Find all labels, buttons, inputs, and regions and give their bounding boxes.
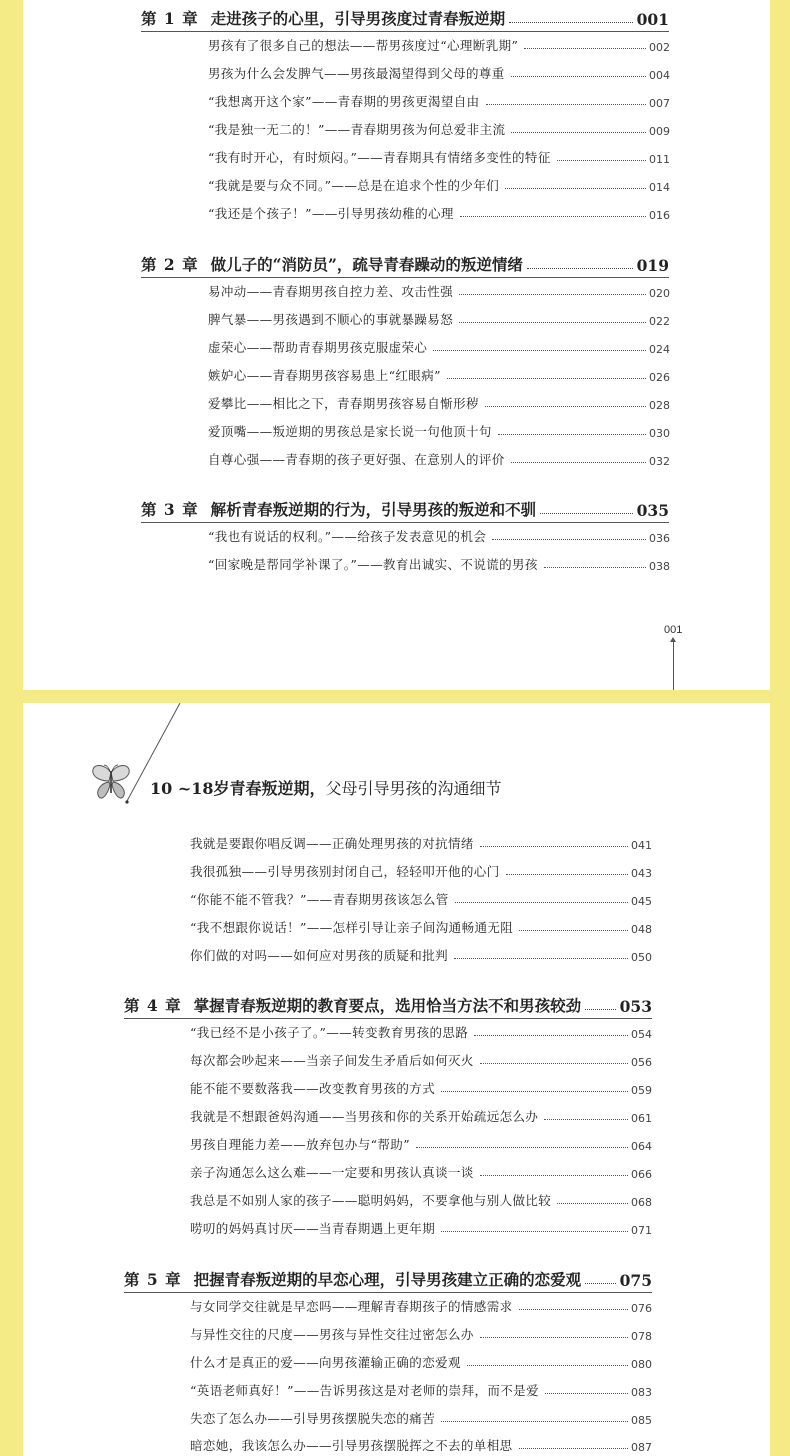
- chapter-title: 走进孩子的心里，引导男孩度过青春叛逆期: [210, 9, 506, 28]
- entry-title: 男孩有了很多自己的想法——帮男孩度过“心理断乳期”: [208, 38, 519, 53]
- toc-entry: [190, 1381, 652, 1399]
- entry-title: 男孩自理能力差——放弃包办与“帮助”: [190, 1137, 410, 1152]
- entry-title: “我也有说话的权利。”——给孩子发表意见的机会: [208, 529, 487, 544]
- leader-dots: [519, 1448, 628, 1449]
- toc-page-bottom: [23, 703, 770, 1456]
- chapter-heading: [141, 498, 669, 523]
- entry-title: “英语老师真好！”——告诉男孩这是对老师的崇拜，而不是爱: [190, 1383, 539, 1398]
- leader-dots: [480, 846, 628, 847]
- leader-dots: [441, 1421, 628, 1422]
- leader-dots: [447, 378, 646, 379]
- entry-page: 059: [631, 1084, 652, 1097]
- entry-page: 002: [649, 41, 670, 54]
- entry-page: 068: [631, 1196, 652, 1209]
- entry-page: 004: [649, 69, 670, 82]
- toc-entry: [208, 176, 670, 194]
- leader-dots: [474, 1035, 628, 1036]
- toc-entry: [208, 282, 670, 300]
- leader-dots: [544, 567, 646, 568]
- toc-entry: [208, 310, 670, 328]
- chapter-number: 第 4 章: [124, 996, 182, 1015]
- book-title-header: [150, 776, 502, 799]
- entry-page: 054: [631, 1028, 652, 1041]
- leader-dots: [511, 462, 646, 463]
- leader-dots: [433, 350, 646, 351]
- chapter-number: 第 5 章: [124, 1270, 182, 1289]
- toc-entry: [208, 36, 670, 54]
- entry-title: “我就是要与众不同。”——总是在追求个性的少年们: [208, 178, 500, 193]
- leader-dots: [511, 76, 646, 77]
- leader-dots: [460, 216, 646, 217]
- entry-title: “我还是个孩子！”——引导男孩幼稚的心理: [208, 206, 454, 221]
- chapter-page: 053: [619, 997, 652, 1016]
- page-marker-line: [673, 640, 674, 690]
- entry-page: 009: [649, 125, 670, 138]
- chapter-page: 035: [636, 501, 669, 520]
- leader-dots: [441, 1231, 628, 1232]
- page-number: 001: [664, 624, 683, 636]
- leader-dots: [511, 132, 646, 133]
- chapter-number: 第 1 章: [141, 9, 199, 28]
- chapter-heading: [141, 7, 669, 32]
- leader-dots: [585, 1009, 616, 1010]
- toc-entry: [190, 1436, 652, 1454]
- entry-page: 048: [631, 923, 652, 936]
- entry-page: 030: [649, 427, 670, 440]
- chapter-title: 做儿子的“消防员”，疏导青春躁动的叛逆情绪: [210, 255, 523, 274]
- entry-page: 026: [649, 371, 670, 384]
- leader-dots: [441, 1091, 628, 1092]
- entry-page: 038: [649, 560, 670, 573]
- leader-dots: [455, 902, 628, 903]
- chapter-title: 掌握青春叛逆期的教育要点，选用恰当方法不和男孩较劲: [193, 996, 582, 1015]
- entry-title: 什么才是真正的爱——向男孩灌输正确的恋爱观: [190, 1355, 461, 1370]
- entry-title: 暗恋她，我该怎么办——引导男孩摆脱挥之不去的单相思: [190, 1438, 513, 1453]
- entry-title: “我是独一无二的！”——青春期男孩为何总爱非主流: [208, 122, 506, 137]
- entry-page: 078: [631, 1330, 652, 1343]
- entry-title: 我就是不想跟爸妈沟通——当男孩和你的关系开始疏远怎么办: [190, 1109, 539, 1124]
- entry-page: 041: [631, 839, 652, 852]
- entry-page: 066: [631, 1168, 652, 1181]
- toc-entry: [208, 148, 670, 166]
- leader-dots: [557, 160, 646, 161]
- entry-title: “我想离开这个家”——青春期的男孩更渴望自由: [208, 94, 480, 109]
- leader-dots: [416, 1147, 628, 1148]
- entry-page: 064: [631, 1140, 652, 1153]
- entry-title: 唠叨的妈妈真讨厌——当青春期遇上更年期: [190, 1221, 436, 1236]
- chapter-heading: [124, 994, 652, 1019]
- entry-page: 007: [649, 97, 670, 110]
- entry-page: 043: [631, 867, 652, 880]
- leader-dots: [506, 874, 628, 875]
- entry-page: 080: [631, 1358, 652, 1371]
- entry-title: 男孩为什么会发脾气——男孩最渴望得到父母的尊重: [208, 66, 505, 81]
- leader-dots: [459, 322, 646, 323]
- entry-page: 061: [631, 1112, 652, 1125]
- toc-entry: [190, 1297, 652, 1315]
- toc-entry: [190, 1325, 652, 1343]
- leader-dots: [519, 930, 628, 931]
- toc-entry: [190, 1135, 652, 1153]
- toc-entry: [190, 1051, 652, 1069]
- entry-title: “你能不能不管我？”——青春期男孩该怎么管: [190, 892, 449, 907]
- entry-page: 011: [649, 153, 670, 166]
- leader-dots: [524, 48, 646, 49]
- leader-dots: [480, 1337, 628, 1338]
- leader-dots: [544, 1119, 628, 1120]
- chapter-page: 019: [636, 256, 669, 275]
- leader-dots: [467, 1365, 628, 1366]
- leader-dots: [486, 104, 646, 105]
- entry-title: “回家晚是帮同学补课了。”——教育出诚实、不说谎的男孩: [208, 557, 538, 572]
- leader-dots: [459, 294, 646, 295]
- leader-dots: [505, 188, 646, 189]
- entry-page: 071: [631, 1224, 652, 1237]
- leader-dots: [485, 406, 646, 407]
- entry-title: 与异性交往的尺度——男孩与异性交往过密怎么办: [190, 1327, 474, 1342]
- entry-page: 032: [649, 455, 670, 468]
- entry-page: 020: [649, 287, 670, 300]
- toc-entry: [190, 890, 652, 908]
- toc-entry: [208, 450, 670, 468]
- entry-page: 087: [631, 1441, 652, 1454]
- chapter-title: 解析青春叛逆期的行为，引导男孩的叛逆和不驯: [210, 500, 537, 519]
- entry-title: 与女同学交往就是早恋吗——理解青春期孩子的情感需求: [190, 1299, 513, 1314]
- entry-title: “我不想跟你说话！”——怎样引导让亲子间沟通畅通无阻: [190, 920, 514, 935]
- toc-entry: [190, 1191, 652, 1209]
- header-bold: 10 ~18岁青春叛逆期，: [150, 779, 326, 798]
- chapter-heading: [124, 1268, 652, 1293]
- toc-page-top: [23, 0, 770, 690]
- toc-entry: [208, 120, 670, 138]
- toc-entry: [208, 64, 670, 82]
- toc-entry: [190, 1353, 652, 1371]
- entry-page: 014: [649, 181, 670, 194]
- entry-page: 016: [649, 209, 670, 222]
- entry-title: 爱顶嘴——叛逆期的男孩总是家长说一句他顶十句: [208, 424, 492, 439]
- entry-title: 嫉妒心——青春期男孩容易患上“红眼病”: [208, 368, 441, 383]
- entry-page: 050: [631, 951, 652, 964]
- leader-dots: [585, 1283, 616, 1284]
- entry-page: 024: [649, 343, 670, 356]
- entry-title: 爱攀比——相比之下，青春期男孩容易自惭形秽: [208, 396, 479, 411]
- butterfly-icon: [89, 763, 133, 803]
- entry-page: 045: [631, 895, 652, 908]
- toc-entry: [190, 946, 652, 964]
- chapter-title: 把握青春叛逆期的早恋心理，引导男孩建立正确的恋爱观: [193, 1270, 582, 1289]
- toc-entry: [208, 527, 670, 545]
- entry-title: 易冲动——青春期男孩自控力差、攻击性强: [208, 284, 454, 299]
- leader-dots: [492, 539, 646, 540]
- entry-page: 022: [649, 315, 670, 328]
- toc-entry: [208, 92, 670, 110]
- leader-dots: [557, 1203, 628, 1204]
- entry-title: 每次都会吵起来——当亲子间发生矛盾后如何灭火: [190, 1053, 474, 1068]
- chapter-page: 075: [619, 1271, 652, 1290]
- entry-title: 虚荣心——帮助青春期男孩克服虚荣心: [208, 340, 428, 355]
- entry-title: 我就是要跟你唱反调——正确处理男孩的对抗情绪: [190, 836, 474, 851]
- toc-entry: [208, 204, 670, 222]
- leader-dots: [519, 1309, 628, 1310]
- entry-page: 028: [649, 399, 670, 412]
- chapter-page: 001: [636, 10, 669, 29]
- toc-entry: [190, 1079, 652, 1097]
- entry-page: 085: [631, 1414, 652, 1427]
- chapter-number: 第 2 章: [141, 255, 199, 274]
- toc-entry: [190, 1219, 652, 1237]
- toc-entry: [190, 862, 652, 880]
- leader-dots: [509, 22, 633, 23]
- entry-title: 我很孤独——引导男孩别封闭自己，轻轻叩开他的心门: [190, 864, 500, 879]
- leader-dots: [545, 1393, 628, 1394]
- entry-page: 083: [631, 1386, 652, 1399]
- leader-dots: [480, 1063, 628, 1064]
- entry-title: 你们做的对吗——如何应对男孩的质疑和批判: [190, 948, 449, 963]
- chapter-number: 第 3 章: [141, 500, 199, 519]
- entry-page: 036: [649, 532, 670, 545]
- chapter-heading: [141, 253, 669, 278]
- entry-title: “我已经不是小孩子了。”——转变教育男孩的思路: [190, 1025, 469, 1040]
- entry-title: “我有时开心，有时烦闷。”——青春期具有情绪多变性的特征: [208, 150, 551, 165]
- header-rest: 父母引导男孩的沟通细节: [325, 779, 502, 798]
- entry-title: 自尊心强——青春期的孩子更好强、在意别人的评价: [208, 452, 505, 467]
- entry-title: 脾气暴——男孩遇到不顺心的事就暴躁易怒: [208, 312, 454, 327]
- leader-dots: [527, 268, 633, 269]
- toc-entry: [208, 366, 670, 384]
- leader-dots: [540, 513, 633, 514]
- toc-entry: [208, 422, 670, 440]
- entry-page: 056: [631, 1056, 652, 1069]
- toc-entry: [190, 918, 652, 936]
- toc-entry: [190, 1023, 652, 1041]
- toc-entry: [190, 834, 652, 852]
- leader-dots: [498, 434, 646, 435]
- toc-entry: [190, 1409, 652, 1427]
- entry-title: 失恋了怎么办——引导男孩摆脱失恋的痛苦: [190, 1411, 436, 1426]
- toc-entry: [208, 555, 670, 573]
- toc-entry: [208, 394, 670, 412]
- toc-entry: [190, 1107, 652, 1125]
- entry-title: 我总是不如别人家的孩子——聪明妈妈，不要拿他与别人做比较: [190, 1193, 552, 1208]
- toc-entry: [190, 1163, 652, 1181]
- entry-title: 能不能不要数落我——改变教育男孩的方式: [190, 1081, 436, 1096]
- entry-title: 亲子沟通怎么这么难——一定要和男孩认真谈一谈: [190, 1165, 474, 1180]
- leader-dots: [454, 958, 628, 959]
- leader-dots: [480, 1175, 628, 1176]
- entry-page: 076: [631, 1302, 652, 1315]
- toc-entry: [208, 338, 670, 356]
